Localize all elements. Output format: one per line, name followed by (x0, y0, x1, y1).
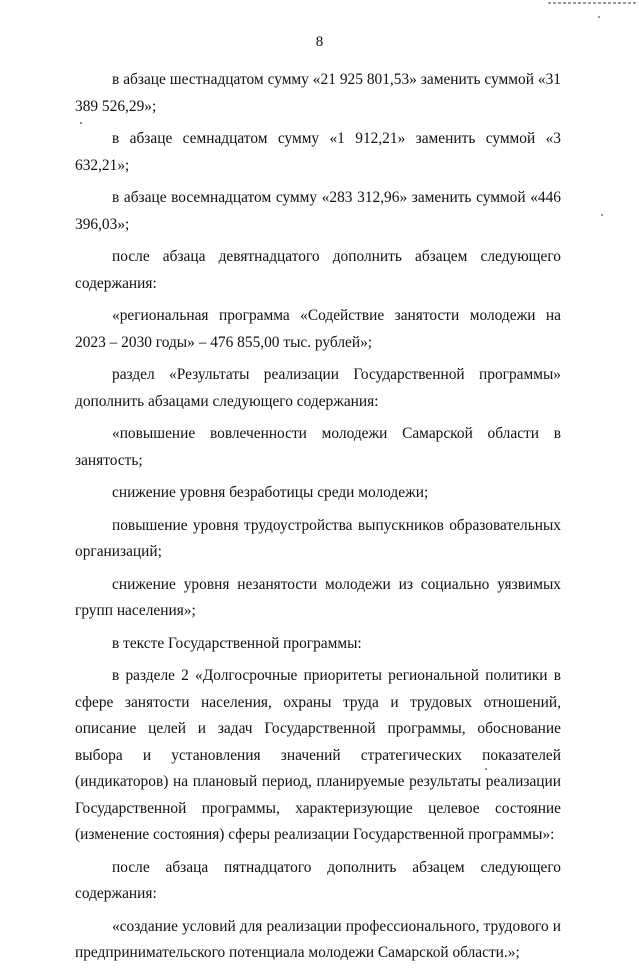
paragraph: после абзаца пятнадцатого дополнить абзацем следующего содержания: (75, 858, 561, 902)
page-number: 8 (315, 34, 324, 50)
paragraph: в абзаце семнадцатом сумму «1 912,21» заменить суммой «3 632,21»; (75, 130, 561, 174)
scan-speck (598, 16, 600, 18)
paragraph: в абзаце шестнадцатом сумму «21 925 801,53» заменить суммой «31 389 526,29»; (75, 71, 561, 115)
paragraph: «создание условий для реализации профессионального, трудового и предпринимательского потенциала молодежи Самарской области.»; (75, 917, 561, 961)
paragraph: после абзаца девятнадцатого дополнить абзацем следующего содержания: (75, 248, 561, 292)
paragraph: в тексте Государственной программы: (112, 634, 362, 652)
paragraph: снижение уровня безработицы среди молодежи; (112, 484, 429, 501)
paragraph: «повышение вовлеченности молодежи Самарской области в занятость; (75, 425, 561, 469)
paragraph: повышение уровня трудоустройства выпускников образовательных организаций; (75, 516, 561, 560)
paragraph: снижение уровня незанятости молодежи из социально уязвимых групп населения»; (75, 575, 561, 619)
paragraph: «региональная программа «Содействие занятости молодежи на 2023 – 2030 годы» – 476 855,00 тыс. рублей»; (75, 307, 561, 351)
paragraph: в абзаце восемнадцатом сумму «283 312,96» заменить суммой «446 396,03»; (75, 189, 561, 233)
paragraph: в разделе 2 «Долгосрочные приоритеты региональной политики в сфере занятости населения, охраны труда и трудовых отношений, описание целей и задач Государственной программы, обоснование выбора и установления значений стратегических показателей (индикаторов) на плановый период, планируемые результаты реализации Государственной программы, характеризующие целевое состояние (изменение состояния) сферы реализации Государственной программы»: (75, 667, 561, 843)
scan-speck (601, 214, 603, 216)
scan-artifact (548, 2, 638, 4)
document-body (75, 67, 561, 973)
paragraph: раздел «Результаты реализации Государственной программы» дополнить абзацами следующего содержания: (75, 366, 561, 410)
